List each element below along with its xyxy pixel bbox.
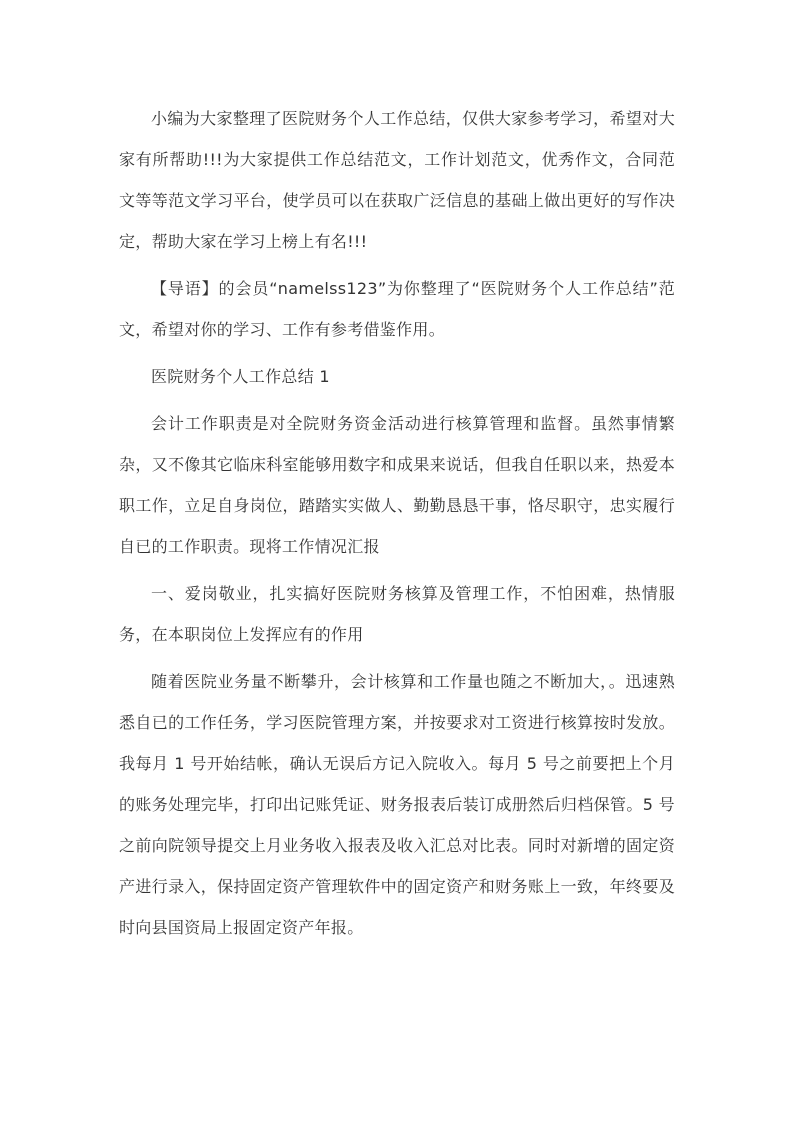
subsection-heading: 一、爱岗敬业，扎实搞好医院财务核算及管理工作，不怕困难，热情服务，在本职岗位上发挥应有的作用 — [119, 584, 675, 644]
body-paragraph: 会计工作职责是对全院财务资金活动进行核算管理和监督。虽然事情繁杂，又不像其它临床科室能够用数字和成果来说话，但我自任职以来，热爱本职工作，立足自身岗位，踏踏实实做人、勤勤恳恳干事，恪尽职守，忠实履行自已的工作职责。现将工作情况汇报 — [119, 414, 675, 556]
lead-paragraph: 【导语】的会员“namelss123”为你整理了“医院财务个人工作总结”范文，希望对你的学习、工作有参考借鉴作用。 — [119, 279, 675, 339]
intro-paragraph: 小编为大家整理了医院财务个人工作总结，仅供大家参考学习，希望对大家有所帮助!!!为大家提供工作总结范文，工作计划范文，优秀作文，合同范文等等范文学习平台，使学员可以在获取广泛信息的基础上做出更好的写作决定，帮助大家在学习上榜上有名!!! — [119, 109, 675, 251]
document-body — [119, 98, 675, 954]
body-paragraph: 随着医院业务量不断攀升，会计核算和工作量也随之不断加大，。迅速熟悉自已的工作任务，学习医院管理方案，并按要求对工资进行核算按时发放。我每月 1 号开始结帐，确认无误后方记入院收入。每月 5 号之前要把上个月的账务处理完毕，打印出记账凭证、财务报表后装订成册然后归档保管。5 号之前向院领导提交上月业务收入报表及收入汇总对比表。同时对新增的固定资产进行录入，保持固定资产管理软件中的固定资产和财务账上一致，年终要及时向县国资局上报固定资产年报。 — [119, 672, 675, 937]
section-heading: 医院财务个人工作总结 1 — [151, 367, 330, 386]
